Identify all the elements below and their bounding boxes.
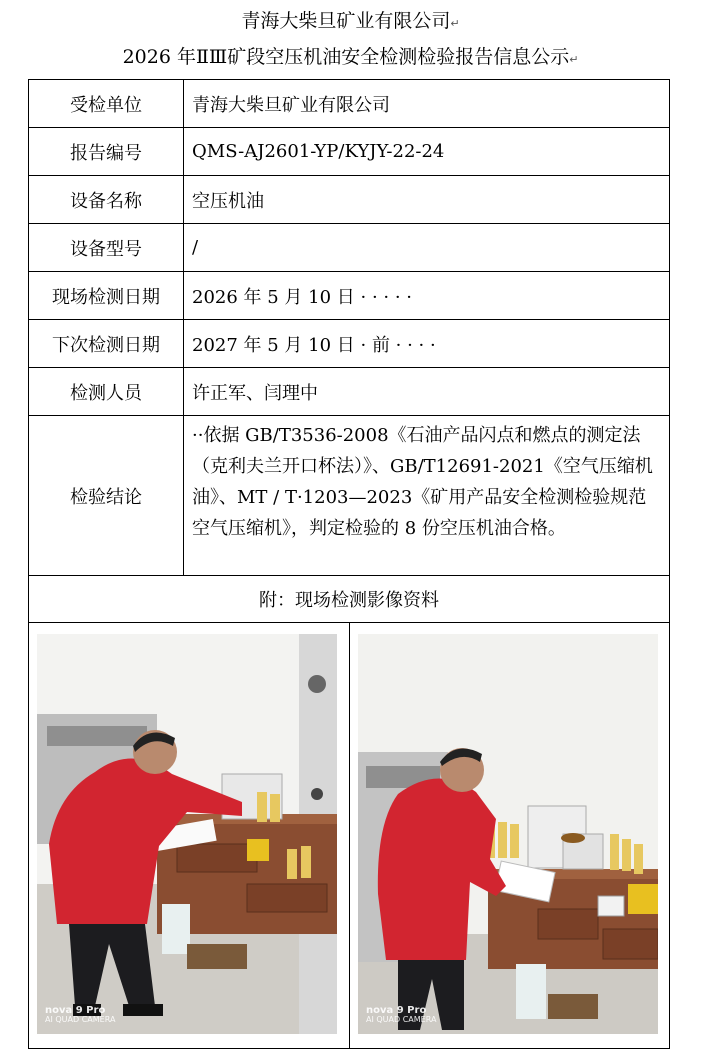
photo-divider [349,623,350,1048]
row-value: QMS-AJ2601-YP/KYJY-22-24 [184,128,670,176]
conclusion-text: ··依据 GB/T3536-2008《石油产品闪点和燃点的测定法（克利夫兰开口杯法）》、GB/T12691-2021《空气压缩机油》、MT / T·1203—2023《矿用产品安全检测检验规范空气压缩机》，判定检验的 8 份空压机油合格。 [184,416,670,576]
row-value: 2027 年 5 月 10 日 · 前 · · · · [184,320,670,368]
site-photo-1-image [37,634,337,1034]
row-label: 检测人员 [29,368,184,416]
conclusion-row [29,416,670,576]
row-value: 2026 年 5 月 10 日 · · · · · [184,272,670,320]
table-row [29,224,670,272]
photos-cell [29,623,670,1049]
site-photo-2-image [358,634,658,1034]
site-photo-1 [37,634,337,1034]
table-row [29,176,670,224]
annex-row [29,576,670,623]
table-row [29,128,670,176]
conclusion-label: 检验结论 [29,416,184,576]
row-label: 现场检测日期 [29,272,184,320]
row-value: 许正军、闫理中 [184,368,670,416]
row-label: 受检单位 [29,80,184,128]
info-table [28,79,670,1049]
annex-title: 附：现场检测影像资料 [29,576,670,623]
photos-row [29,623,670,1049]
row-label: 设备名称 [29,176,184,224]
table-row [29,368,670,416]
row-label: 下次检测日期 [29,320,184,368]
company-title: 青海大柴旦矿业有限公司↵ [241,10,460,32]
table-row [29,320,670,368]
table-row [29,272,670,320]
camera-watermark: nova 9 Pro AI QUAD CAMERA [366,1005,437,1024]
report-title: 2026 年ⅡⅢ矿段空压机油安全检测检验报告信息公示↵ [122,46,579,68]
row-value: / [184,224,670,272]
table-row [29,80,670,128]
row-value: 青海大柴旦矿业有限公司 [184,80,670,128]
row-label: 报告编号 [29,128,184,176]
site-photo-2 [358,634,658,1034]
row-label: 设备型号 [29,224,184,272]
row-value: 空压机油 [184,176,670,224]
camera-watermark: nova 9 Pro AI QUAD CAMERA [45,1005,116,1024]
